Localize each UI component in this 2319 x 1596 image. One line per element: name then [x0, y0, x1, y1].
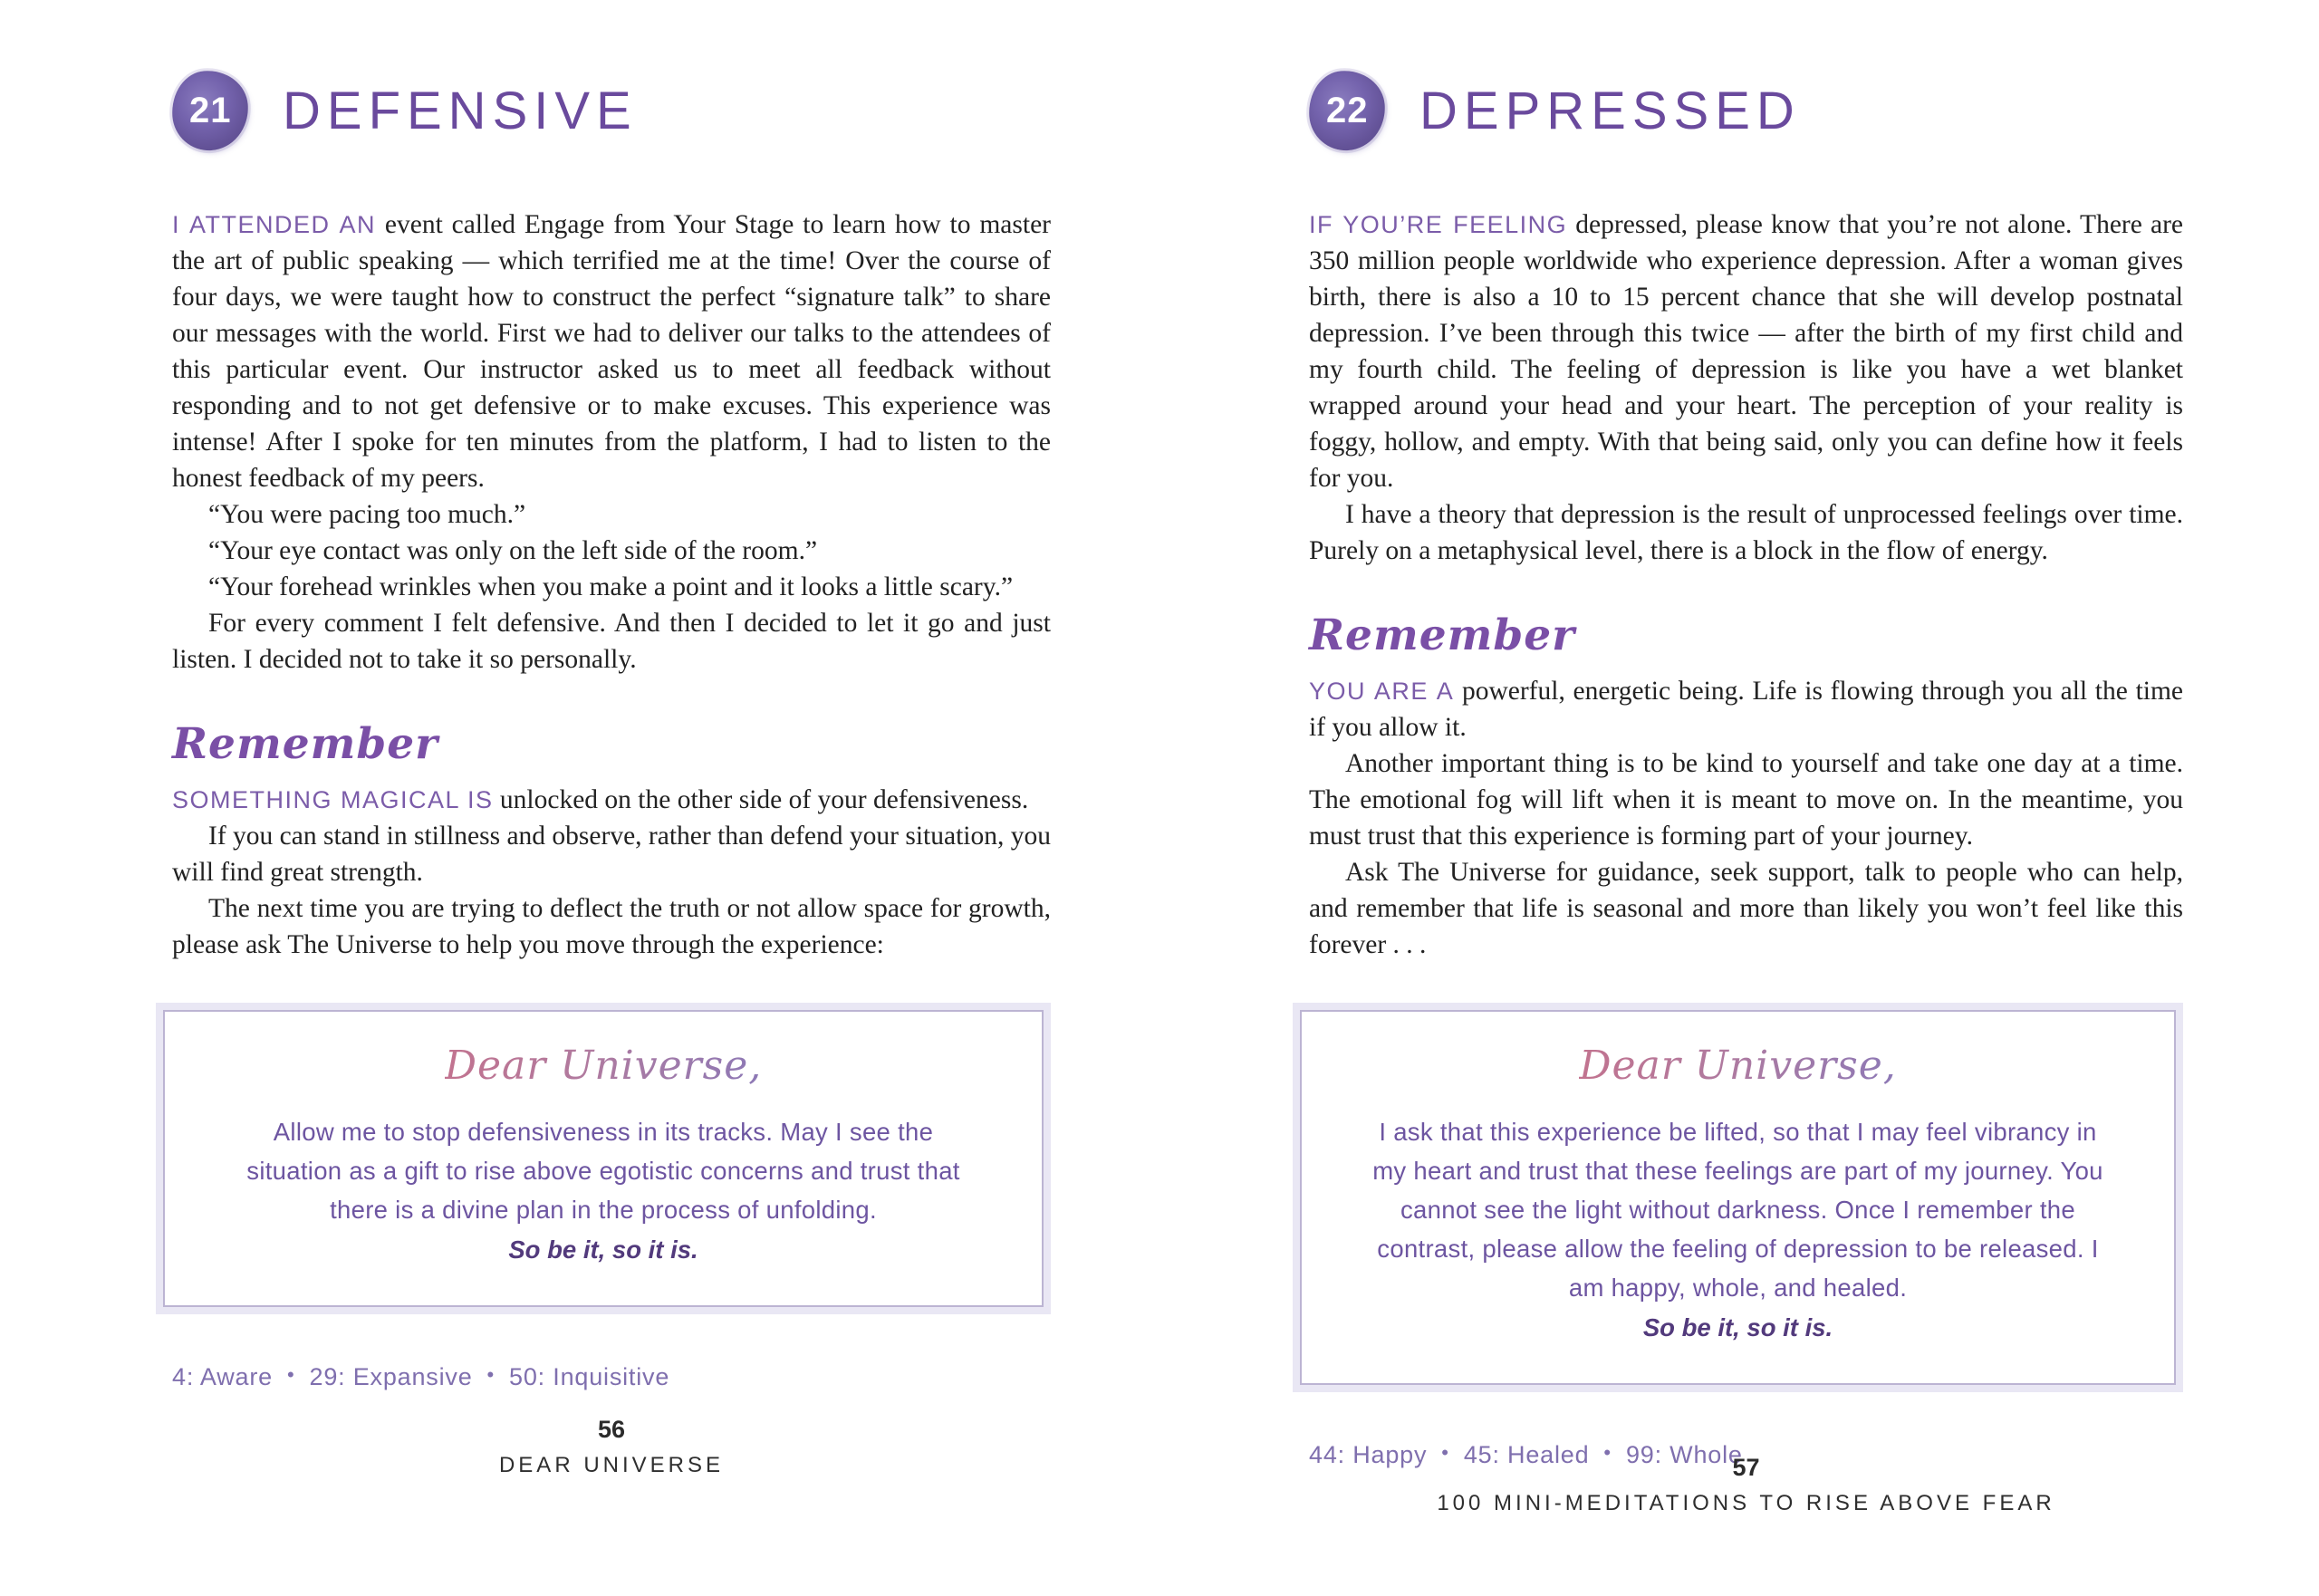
chapter-number-badge [1306, 68, 1388, 153]
chapter-header-21 [172, 71, 1051, 150]
tag-separator-dot: • [486, 1363, 496, 1386]
chapter-header-22 [1309, 71, 2183, 150]
feedback-quote: “You were pacing too much.” [208, 500, 526, 529]
chapter-number: 21 [188, 90, 232, 130]
meditation-heading: Dear Universe, [1579, 1043, 1897, 1089]
page-footer-right [1160, 1454, 2319, 1516]
emotion-tag: 50: Inquisitive [509, 1363, 670, 1390]
tag-separator-dot: • [1441, 1441, 1449, 1464]
emotion-tag: 99: Whole [1625, 1441, 1743, 1468]
intro-paragraph [1309, 207, 2183, 496]
intro-text: depressed, please know that you’re not alone. There are 350 million people worldwide who experience depression. After a woman gives birth, there is also a 10 to 15 percent chance that she will develop postnatal depression. I’ve been through this twice — after the birth of my first child and my fourth child. The feeling of depression is like you have a wet blanket wrapped around your head and your heart. The perception of your reality is foggy, hollow, and empty. With that being said, only you can define how it feels for you. [1309, 210, 2184, 493]
remember-lead-in: SOMETHING MAGICAL IS [172, 786, 494, 813]
meditation-box [163, 1010, 1044, 1307]
tag-separator-dot: • [286, 1363, 295, 1386]
chapter-title: DEPRESSED [1419, 81, 1801, 140]
chapter-title: DEFENSIVE [283, 81, 638, 140]
meditation-box [1300, 1010, 2176, 1385]
quote-followup-paragraph: For every comment I felt defensive. And then I decided to let it go and just listen. I decided not to take it so personally. [172, 609, 1051, 674]
chapter-number-badge [169, 68, 251, 153]
feedback-quote: “Your forehead wrinkles when you make a point and it looks a little scary.” [208, 572, 1014, 601]
remember-paragraph: If you can stand in stillness and observe, rather than defend your situation, you will find great strength. [172, 822, 1051, 887]
chapter-number: 22 [1325, 90, 1369, 130]
remember-heading: Remember [172, 719, 438, 769]
remember-paragraph: Another important thing is to be kind to yourself and take one day at a time. The emotional fog will lift when it is meant to move on. In the meantime, you must trust that this experience is forming part of your journey. [1309, 749, 2183, 851]
chapter-body [1309, 207, 2183, 963]
page-footer-left [0, 1416, 1160, 1478]
intro-lead-in: I ATTENDED AN [172, 211, 377, 238]
running-footer-title: 100 MINI-MEDITATIONS TO RISE ABOVE FEAR [1437, 1491, 2055, 1515]
chapter-body [172, 207, 1051, 963]
intro-lead-in: IF YOU’RE FEELING [1309, 211, 1568, 238]
remember-heading: Remember [1309, 611, 1575, 660]
remember-paragraph: Ask The Universe for guidance, seek support, talk to people who can help, and remember that life is seasonal and more than likely you won’t feel like this forever . . . [1309, 858, 2183, 959]
tag-separator-dot: • [1603, 1441, 1612, 1464]
remember-paragraph: The next time you are trying to deflect the truth or not allow space for growth, please ask The Universe to help you move through the experience: [172, 894, 1051, 959]
emotion-tag: 29: Expansive [309, 1363, 473, 1390]
remember-paragraph [1309, 673, 2183, 745]
emotion-tag: 44: Happy [1309, 1441, 1428, 1468]
intro-paragraph-2: I have a theory that depression is the result of unprocessed feelings over time. Purely on a metaphysical level, there is a block in the flow of energy. [1309, 500, 2183, 565]
meditation-signoff: So be it, so it is. [508, 1235, 698, 1264]
emotion-tag: 45: Healed [1463, 1441, 1590, 1468]
remember-lead-in: YOU ARE A [1309, 678, 1455, 705]
page-right [1160, 0, 2319, 1596]
meditation-body: I ask that this experience be lifted, so that I may feel vibrancy in my heart and trust that these feelings are part of my journey. You cannot see the light without darkness. Once I remember the contrast, please allow the feeling of depression to be released. I am happy, whole, and healed. [1372, 1118, 2103, 1302]
remember-text: unlocked on the other side of your defensiveness. [493, 785, 1029, 814]
meditation-heading: Dear Universe, [444, 1043, 763, 1089]
page-number: 57 [1732, 1454, 1760, 1481]
remember-paragraph [172, 782, 1051, 818]
feedback-quote: “Your eye contact was only on the left side of the room.” [208, 536, 818, 565]
remember-text: powerful, energetic being. Life is flowing through you all the time if you allow it. [1309, 677, 2183, 742]
running-footer-title: DEAR UNIVERSE [498, 1453, 725, 1477]
meditation-signoff: So be it, so it is. [1642, 1313, 1833, 1341]
page-number: 56 [597, 1416, 626, 1443]
emotion-tag: 4: Aware [172, 1363, 273, 1390]
meditation-body: Allow me to stop defensiveness in its tracks. May I see the situation as a gift to rise above egotistic concerns and trust that there is a divine plan in the process of unfolding. [246, 1118, 960, 1224]
intro-paragraph [172, 207, 1051, 496]
related-emotions-tags [172, 1363, 1051, 1391]
intro-text: event called Engage from Your Stage to learn how to master the art of public speaking — which terrified me at the time! Over the course of four days, we were taught how to construct the perfect “signature talk” to share our messages with the world. First we had to deliver our talks to the attendees of this particular event. Our instructor asked us to meet all feedback without responding and to not get defensive or to make excuses. This experience was intense! After I spoke for ten minutes from the platform, I had to listen to the honest feedback of my peers. [172, 210, 1051, 493]
